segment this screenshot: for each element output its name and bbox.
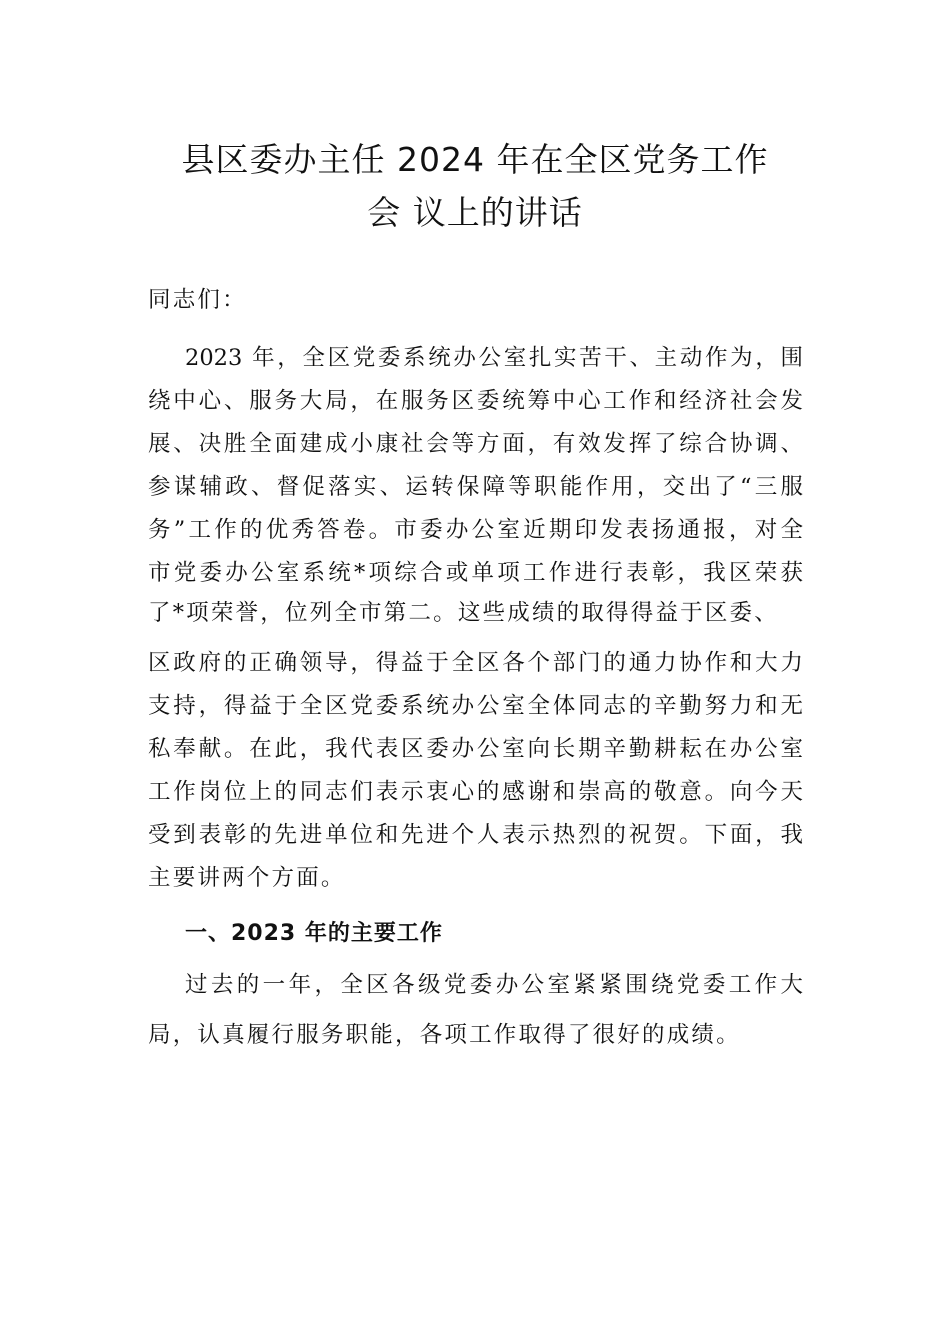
section-heading-1: 一、2023 年的主要工作 (185, 921, 443, 946)
paragraph-1-line: 参谋辅政、督促落实、运转保障等职能作用，交出了“三服 (148, 474, 803, 500)
paragraph-1-line: 市党委办公室系统*项综合或单项工作进行表彰，我区荣获 (148, 560, 803, 586)
paragraph-1-line: 务”工作的优秀答卷。市委办公室近期印发表扬通报，对全 (148, 517, 803, 543)
paragraph-1-line: 了*项荣誉，位列全市第二。这些成绩的取得得益于区委、 (148, 600, 779, 626)
paragraph-1-line: 绕中心、服务大局，在服务区委统筹中心工作和经济社会发 (148, 388, 803, 414)
paragraph-1-line: 受到表彰的先进单位和先进个人表示热烈的祝贺。下面，我 (148, 822, 803, 848)
paragraph-1-line: 主要讲两个方面。 (148, 865, 346, 891)
paragraph-1-line: 工作岗位上的同志们表示衷心的感谢和崇高的敬意。向今天 (148, 779, 803, 805)
paragraph-1-line: 展、决胜全面建成小康社会等方面，有效发挥了综合协调、 (148, 431, 803, 457)
paragraph-1-line: 私奉献。在此，我代表区委办公室向长期辛勤耕耘在办公室 (148, 736, 803, 762)
document-title-line-2: 会 议上的讲话 (367, 193, 583, 232)
paragraph-1-line: 支持，得益于全区党委系统办公室全体同志的辛勤努力和无 (148, 693, 803, 719)
paragraph-1-line: 区政府的正确领导，得益于全区各个部门的通力协作和大力 (148, 650, 803, 676)
salutation: 同志们： (148, 287, 247, 313)
document-title-line-1: 县区委办主任 2024 年在全区党务工作 (181, 140, 769, 179)
paragraph-1-line: 2023 年，全区党委系统办公室扎实苦干、主动作为，围 (185, 345, 803, 371)
paragraph-2-line: 过去的一年，全区各级党委办公室紧紧围绕党委工作大 (185, 972, 803, 998)
paragraph-2-line: 局，认真履行服务职能，各项工作取得了很好的成绩。 (148, 1022, 741, 1048)
